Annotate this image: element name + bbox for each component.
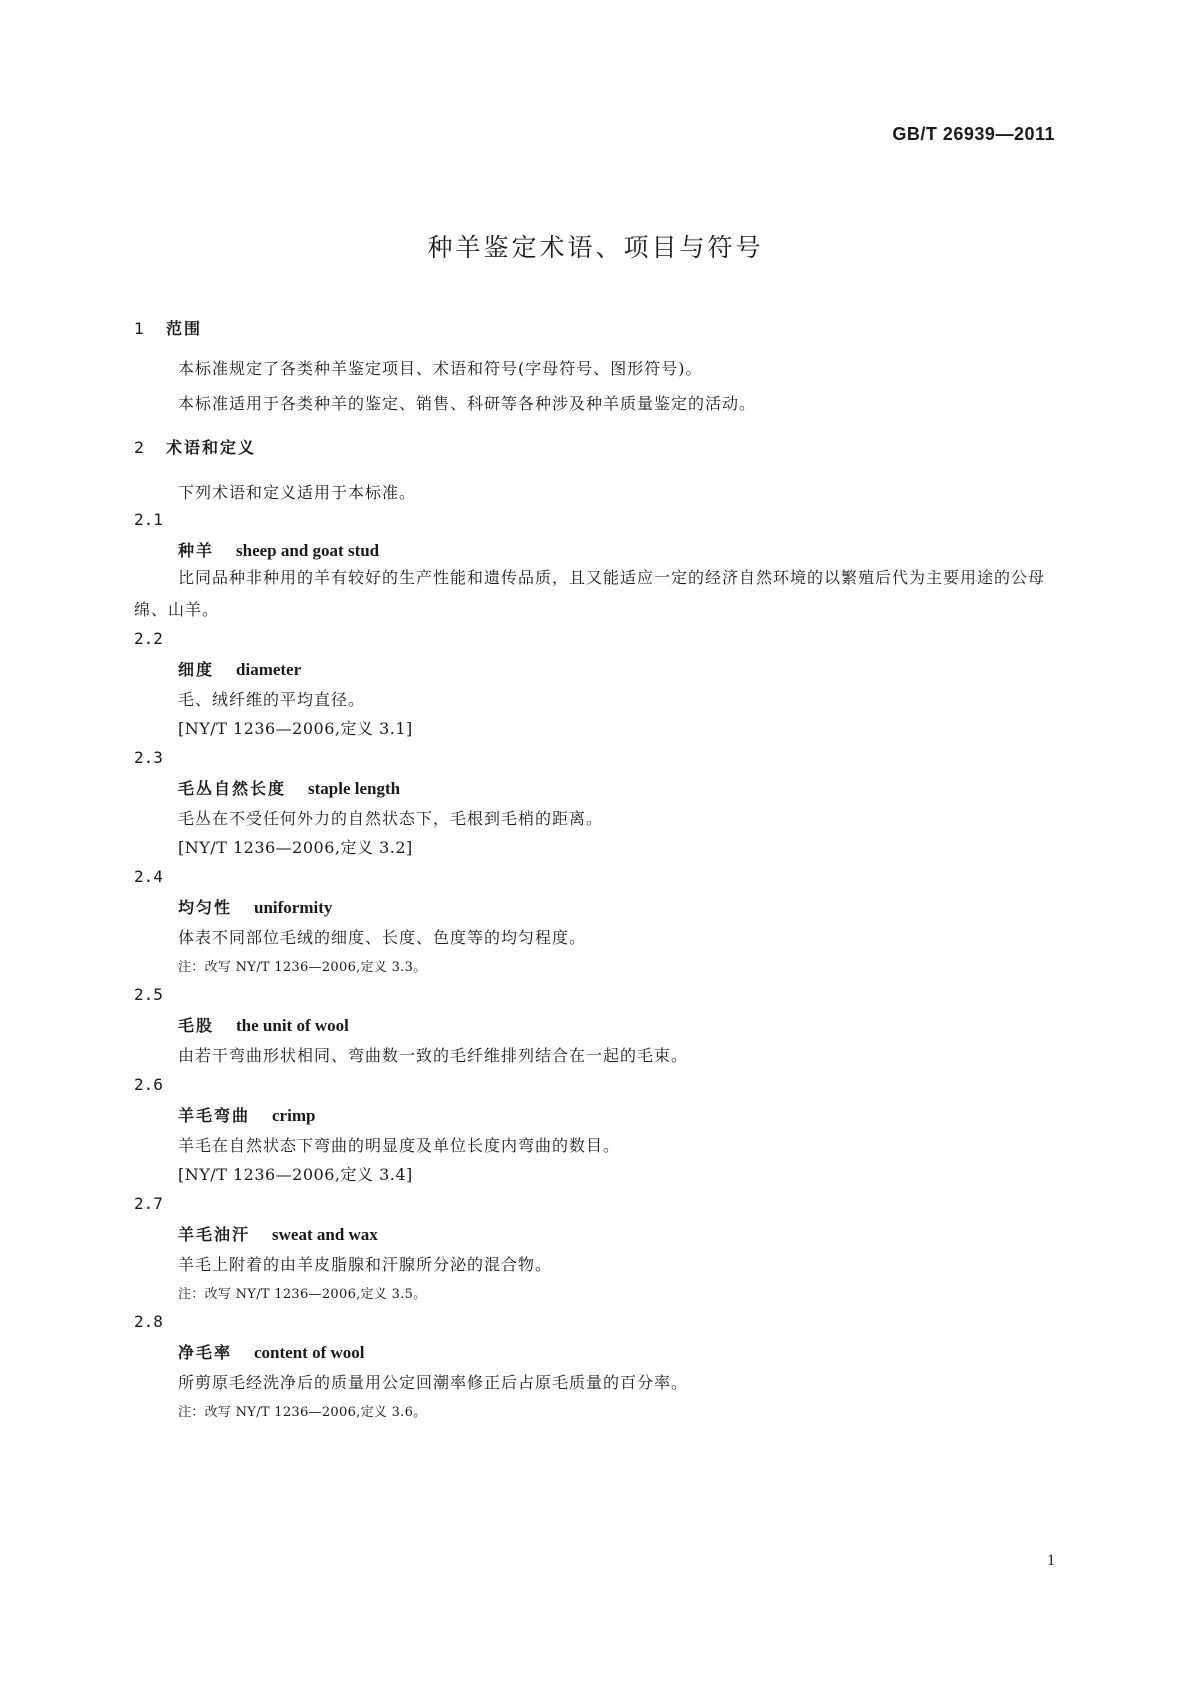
term-number: 2.6 [134,1075,163,1094]
term-english: diameter [236,660,302,679]
scope-paragraph: 本标准适用于各类种羊的鉴定、销售、科研等各种涉及种羊质量鉴定的活动。 [178,394,757,413]
term-english: sheep and goat stud [236,541,380,560]
section-2-heading [134,435,256,458]
term-note: 注：改写 NY/T 1236—2006,定义 3.3。 [178,960,427,975]
term-definition: 所剪原毛经洗净后的质量用公定回潮率修正后占原毛质量的百分率。 [178,1373,689,1392]
section-number: 2 [134,438,145,457]
term-number: 2.2 [134,629,163,648]
term-chinese: 细度 [178,660,215,679]
term-number: 2.7 [134,1194,163,1213]
section-title: 范围 [166,319,203,338]
term-reference: [NY/T 1236—2006,定义 3.4] [178,1165,413,1184]
term-chinese: 毛丛自然长度 [178,779,287,798]
page-number: 1 [1047,1552,1055,1569]
term-heading [178,1222,378,1245]
term-chinese: 毛股 [178,1016,215,1035]
term-definition: 比同品种非种用的羊有较好的生产性能和遗传品质，且又能适应一定的经济自然环境的以繁殖后代为主要用途的公母绵、山羊。 [134,568,1046,619]
term-english: content of wool [254,1343,365,1362]
term-definition: 由若干弯曲形状相同、弯曲数一致的毛纤维排列结合在一起的毛束。 [178,1046,689,1065]
terms-intro: 下列术语和定义适用于本标准。 [178,483,417,502]
term-definition: 羊毛在自然状态下弯曲的明显度及单位长度内弯曲的数目。 [178,1136,621,1155]
term-note: 注：改写 NY/T 1236—2006,定义 3.5。 [178,1287,427,1302]
term-definition: 体表不同部位毛绒的细度、长度、色度等的均匀程度。 [178,928,587,947]
term-english: uniformity [254,898,333,917]
term-heading [178,1340,365,1363]
section-number: 1 [134,319,145,338]
term-reference: [NY/T 1236—2006,定义 3.1] [178,719,413,738]
term-number: 2.8 [134,1312,163,1331]
term-heading [178,895,332,918]
term-english: crimp [272,1106,316,1125]
section-1-heading [134,316,202,339]
term-reference: [NY/T 1236—2006,定义 3.2] [178,838,413,857]
term-note: 注：改写 NY/T 1236—2006,定义 3.6。 [178,1405,427,1420]
term-number: 2.4 [134,867,163,886]
term-heading [178,1013,349,1036]
term-definition: 毛丛在不受任何外力的自然状态下，毛根到毛梢的距离。 [178,809,604,828]
standard-number: GB/T 26939—2011 [892,124,1055,144]
term-heading [178,538,379,561]
section-title: 术语和定义 [166,438,257,457]
scope-paragraph: 本标准规定了各类种羊鉴定项目、术语和符号(字母符号、图形符号)。 [178,359,703,378]
term-heading [178,776,400,799]
term-english: the unit of wool [236,1016,349,1035]
term-number: 2.5 [134,985,163,1004]
term-chinese: 均匀性 [178,898,233,917]
term-chinese: 羊毛弯曲 [178,1106,251,1125]
term-definition: 羊毛上附着的由羊皮脂腺和汗腺所分泌的混合物。 [178,1255,553,1274]
term-chinese: 净毛率 [178,1343,233,1362]
term-chinese: 羊毛油汗 [178,1225,251,1244]
term-heading [178,657,301,680]
term-number: 2.3 [134,748,163,767]
term-number: 2.1 [134,510,163,529]
term-heading [178,1103,315,1126]
term-english: sweat and wax [272,1225,378,1244]
term-english: staple length [308,779,401,798]
term-definition: 毛、绒纤维的平均直径。 [178,690,366,709]
term-chinese: 种羊 [178,541,215,560]
document-title: 种羊鉴定术语、项目与符号 [427,233,764,262]
